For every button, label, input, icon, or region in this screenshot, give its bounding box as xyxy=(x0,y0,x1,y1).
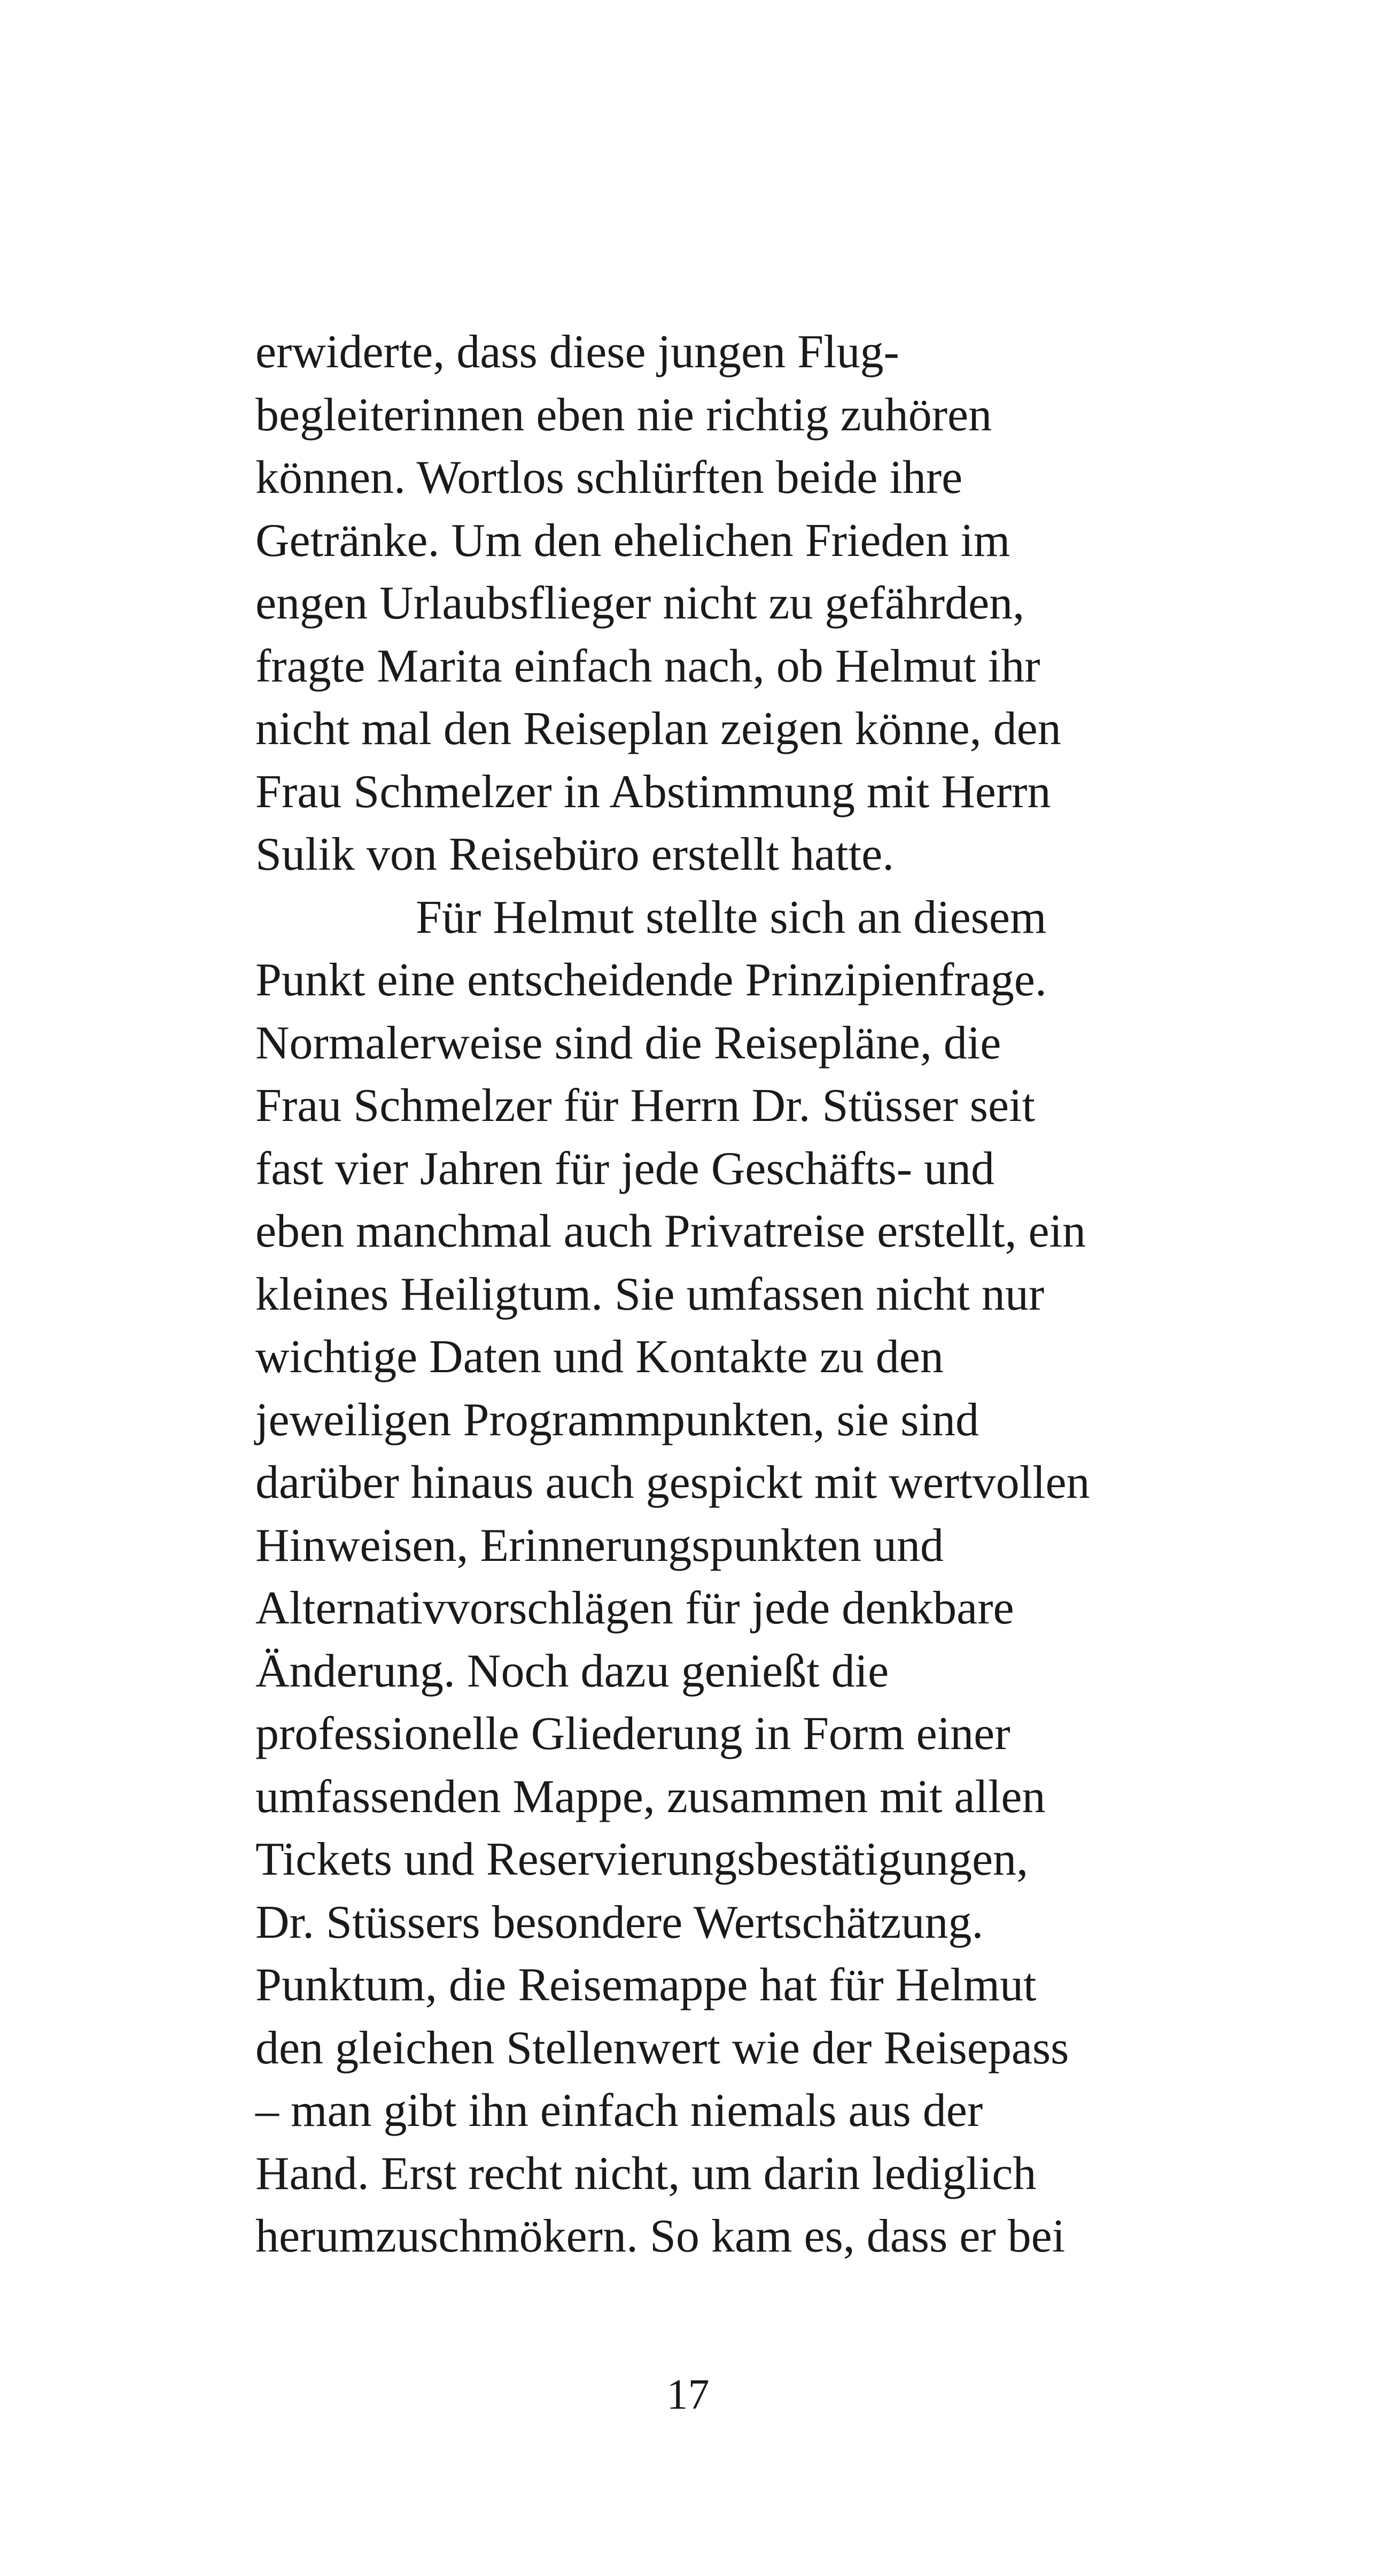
text-line: umfassenden Mappe, zusammen mit allen xyxy=(255,1770,1046,1823)
text-line: eben manchmal auch Privatreise erstellt, ein xyxy=(255,1205,1086,1257)
text-line: Sulik von Reisebüro erstellt hatte. xyxy=(255,829,895,880)
text-line: engen Urlaubsflieger nicht zu gefährden, xyxy=(255,577,1025,629)
text-line: professionelle Gliederung in Form einer xyxy=(255,1708,1010,1760)
text-line: herumzuschmökern. So kam es, dass er bei xyxy=(255,2210,1066,2262)
text-line: Hinweisen, Erinnerungspunkten und xyxy=(255,1519,944,1572)
text-line: jeweiligen Programmpunkten, sie sind xyxy=(255,1394,979,1446)
body-text xyxy=(255,321,1164,2268)
page-number: 17 xyxy=(666,2371,710,2418)
text-line: – man gibt ihn einfach niemals aus der xyxy=(255,2085,983,2137)
paragraph-start-line: Für Helmut stellte sich an diesem xyxy=(416,891,1047,943)
text-line: Hand. Erst recht nicht, um darin lediglich xyxy=(255,2147,1037,2200)
text-line: Änderung. Noch dazu genießt die xyxy=(255,1645,889,1697)
text-line: Punktum, die Reisemappe hat für Helmut xyxy=(255,1959,1037,2011)
text-line: Alternativvorschlägen für jede denkbare xyxy=(255,1582,1014,1634)
text-line: den gleichen Stellenwert wie der Reisepass xyxy=(255,2022,1069,2074)
text-line: Punkt eine entscheidende Prinzipienfrage. xyxy=(255,954,1047,1006)
text-line: Tickets und Reservierungsbestätigungen, xyxy=(255,1834,1029,1885)
text-line: Normalerweise sind die Reisepläne, die xyxy=(255,1017,1001,1069)
text-line: Frau Schmelzer für Herrn Dr. Stüsser seit xyxy=(255,1080,1035,1132)
text-line: darüber hinaus auch gespickt mit wertvollen xyxy=(255,1457,1090,1509)
text-line: können. Wortlos schlürften beide ihre xyxy=(255,452,963,504)
text-line: erwiderte, dass diese jungen Flug- xyxy=(255,326,899,378)
text-line: begleiterinnen eben nie richtig zuhören xyxy=(255,389,992,441)
text-line: Dr. Stüssers besondere Wertschätzung. xyxy=(255,1896,984,1948)
text-line: kleines Heiligtum. Sie umfassen nicht nur xyxy=(255,1268,1045,1320)
text-line: fragte Marita einfach nach, ob Helmut ihr xyxy=(255,640,1040,692)
text-line: Getränke. Um den ehelichen Frieden im xyxy=(255,514,1010,567)
text-line: nicht mal den Reiseplan zeigen könne, den xyxy=(255,703,1061,755)
text-line: wichtige Daten und Kontakte zu den xyxy=(255,1331,944,1383)
text-line: Frau Schmelzer in Abstimmung mit Herrn xyxy=(255,765,1051,818)
text-line: fast vier Jahren für jede Geschäfts- und xyxy=(255,1142,994,1195)
